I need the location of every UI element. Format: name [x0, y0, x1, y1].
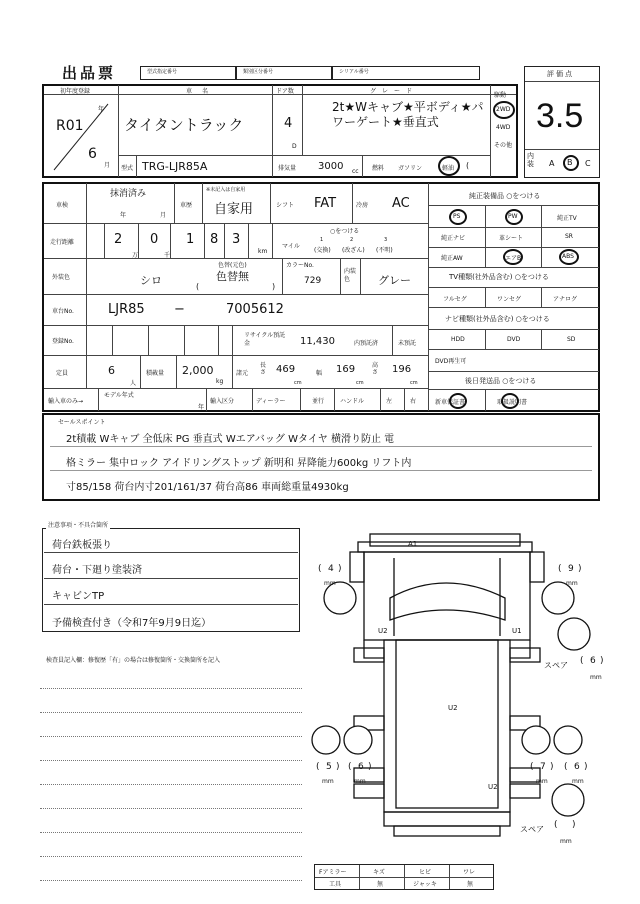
note-item-4: 予備検査付き（令和7年9月9日迄） [52, 618, 212, 629]
tire-rl-out: 5 [326, 762, 332, 772]
color-change: 色替無 [216, 270, 249, 283]
tire-spare1: 6 [590, 656, 596, 666]
legend-table: Fアミラー キズ ヒビ ワレ 工具 無 ジャッキ 無 [314, 864, 494, 890]
model-code: TRG-LJR85A [142, 160, 208, 173]
inspector-label: 検査員記入欄：修復歴「有」の場合は修復箇所・交換箇所を記入 [46, 657, 221, 664]
sales-line-3: 寸85/158 荷台内寸201/161/37 荷台高86 車両総重量4930kg [66, 482, 349, 493]
recycle-value: 11,430 [300, 336, 335, 347]
rating-value: 3.5 [536, 97, 584, 135]
exterior-color: シロ [140, 274, 162, 287]
width-value: 169 [336, 364, 356, 375]
note-item-1: 荷台鉄板張り [52, 540, 112, 551]
first-reg-era: R01 [56, 118, 84, 134]
page-title: 出品票 [62, 64, 117, 82]
note-item-3: キャビンTP [52, 591, 105, 602]
chassis-prefix: LJR85 [108, 302, 145, 317]
note-item-2: 荷台・下廻り塗装済 [52, 565, 142, 576]
tire-fr: 9 [568, 564, 574, 574]
tire-rl-in: 6 [358, 762, 364, 772]
tire-fl: 4 [328, 564, 334, 574]
equipment-panel: 純正装備品 ○をつける PS PW 純正TV 純正ナビ 革シート SR 純正AW エアB ABS TV種類(社外品含む) ○をつける フルセグ ワンセグ アナログ ナビ種類(社外品含む) ○をつける HDD DVD SD DVD再生可 後日発送品 ○をつける 新車保証書 取扱説明書 [429, 183, 599, 411]
ac-value: AC [392, 196, 410, 211]
vehicle-name: タイタントラック [124, 116, 244, 134]
sales-line-2: 格ミラー 集中ロック アイドリングストップ 新明和 昇降能力600kg リフト内 [66, 458, 412, 469]
mark-u2-bed: U2 [448, 704, 458, 712]
mark-u2-left: U2 [378, 627, 388, 635]
height-value: 196 [392, 364, 412, 375]
mark-u2-tail: U2 [488, 783, 498, 791]
use-value: 自家用 [214, 202, 254, 217]
serial-number-box: シリアル番号 [332, 66, 480, 80]
rating-box: 評価点 3.5 内装 A B C [524, 66, 600, 178]
inspection-value: 抹消済み [110, 189, 147, 199]
length-value: 469 [276, 364, 296, 375]
form-number-box: 型式指定番号 [140, 66, 236, 80]
load-value: 2,000 [182, 364, 214, 377]
interior-color: グレー [378, 274, 411, 287]
capacity-value: 6 [108, 364, 115, 377]
shift-value: FAT [314, 196, 337, 211]
mark-u1: U1 [512, 627, 522, 635]
color-number: 729 [304, 276, 322, 286]
truck-diagram [310, 528, 610, 858]
sales-line-1: 2t積載 Wキャブ 全低床 PG 垂直式 Wエアバッグ Wタイヤ 横滑り防止 電 [66, 434, 395, 445]
mark-a1: A1 [408, 540, 418, 548]
chassis-number: 7005612 [226, 302, 284, 317]
displacement-value: 3000 [318, 161, 344, 172]
doors-value: 4 [284, 116, 293, 131]
grade-value: 2t★Wキャブ★平ボディ★パワーゲート★垂直式 [332, 100, 484, 129]
first-reg-month: 6 [88, 146, 97, 162]
tire-rr-in: 7 [540, 762, 546, 772]
tire-rr-out: 6 [574, 762, 580, 772]
class-number-box: 類別区分番号 [236, 66, 332, 80]
